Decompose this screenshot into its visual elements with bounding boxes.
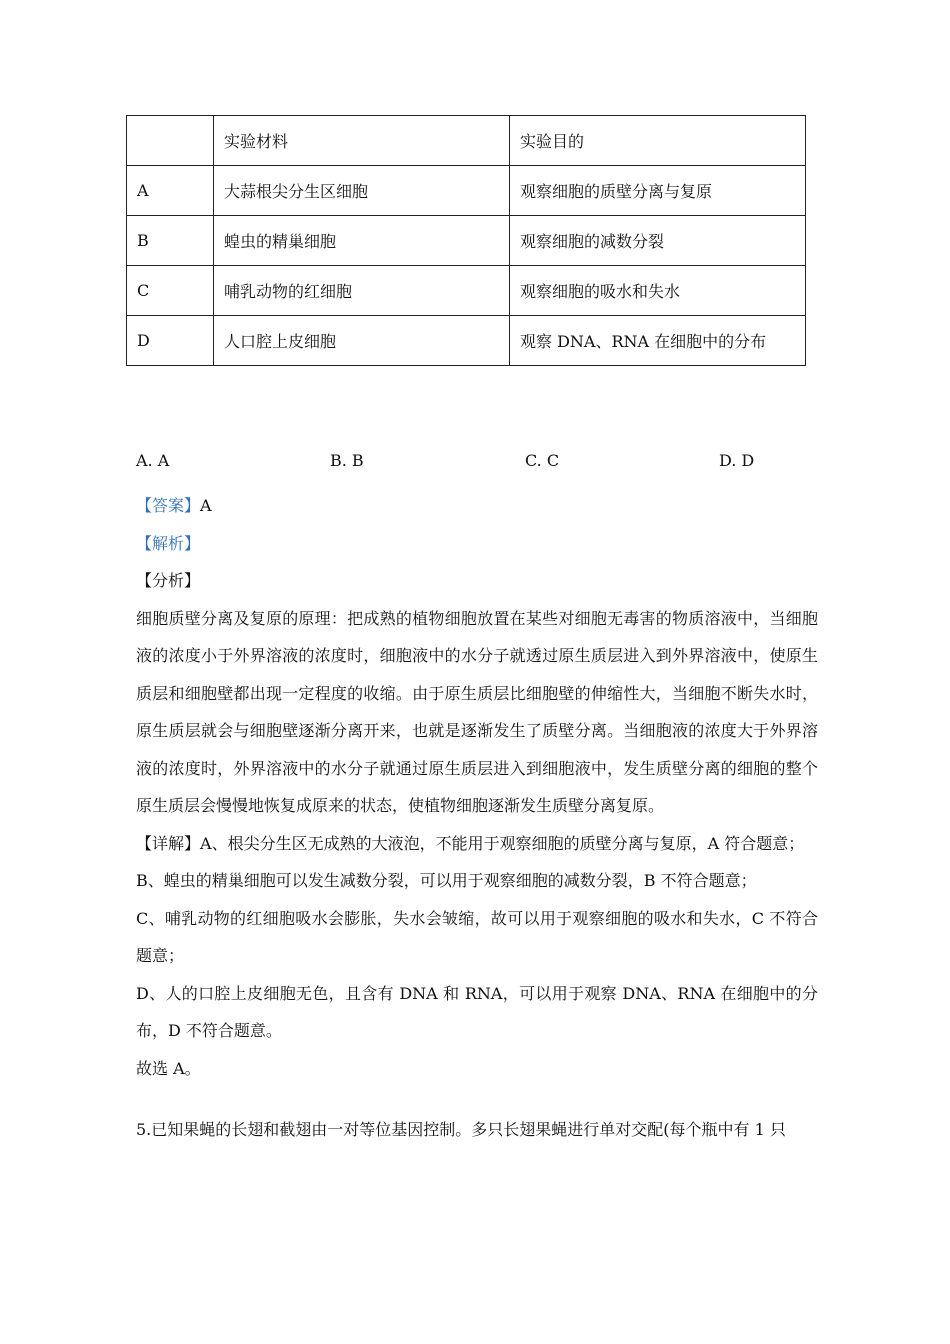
analysis-label: 【分析】	[136, 571, 201, 590]
table-row	[127, 266, 806, 316]
option-a: A. A	[136, 451, 170, 470]
table-cell: 观察细胞的减数分裂	[510, 216, 806, 266]
option-b: B. B	[330, 451, 364, 470]
conclusion: 故选 A。	[136, 1058, 201, 1078]
table-row	[127, 216, 806, 266]
table-cell: 观察细胞的吸水和失水	[510, 266, 806, 316]
spacer	[136, 1087, 818, 1111]
detail-label: 【详解】	[136, 833, 201, 853]
table-cell: C	[127, 266, 214, 316]
detail-a: 【详解】A、根尖分生区无成熟的大液泡，不能用于观察细胞的质壁分离与复原，A 符合题意；	[136, 833, 805, 853]
answer-options	[0, 451, 950, 475]
table-header-cell: 实验目的	[510, 116, 806, 166]
table-cell: 哺乳动物的红细胞	[214, 266, 510, 316]
answer-value: A	[200, 496, 212, 515]
detail-b: B、蝗虫的精巢细胞可以发生减数分裂，可以用于观察细胞的减数分裂，B 不符合题意；	[136, 871, 757, 890]
explanation-label: 【解析】	[136, 533, 201, 553]
table-cell: 观察细胞的质壁分离与复原	[510, 166, 806, 216]
table-cell: D	[127, 316, 214, 366]
table-cell: 蝗虫的精巢细胞	[214, 216, 510, 266]
table-header-row	[127, 116, 806, 166]
table-cell: 大蒜根尖分生区细胞	[214, 166, 510, 216]
option-d: D. D	[719, 451, 755, 470]
next-question: 5.已知果蝇的长翅和截翅由一对等位基因控制。多只长翅果蝇进行单对交配(每个瓶中有 1 只	[136, 1120, 786, 1139]
table-cell: A	[127, 166, 214, 216]
table-header-cell	[127, 116, 214, 166]
table-row	[127, 316, 806, 366]
option-c: C. C	[525, 451, 560, 470]
answer-line	[136, 487, 818, 525]
solution-body	[136, 487, 818, 1149]
table-cell: B	[127, 216, 214, 266]
experiment-table	[126, 115, 806, 366]
table-cell: 人口腔上皮细胞	[214, 316, 510, 366]
table-header-cell: 实验材料	[214, 116, 510, 166]
table-cell: 观察 DNA、RNA 在细胞中的分布	[510, 316, 806, 366]
detail-d: D、人的口腔上皮细胞无色，且含有 DNA 和 RNA，可以用于观察 DNA、RNA 在细胞中的分布，D 不符合题意。	[136, 983, 818, 1040]
detail-c: C、哺乳动物的红细胞吸水会膨胀，失水会皱缩，故可以用于观察细胞的吸水和失水，C 不符合题意；	[136, 908, 818, 965]
table-row	[127, 166, 806, 216]
answer-label: 【答案】	[136, 496, 201, 515]
analysis-text: 细胞质壁分离及复原的原理：把成熟的植物细胞放置在某些对细胞无毒害的物质溶液中，当细胞液的浓度小于外界溶液的浓度时，细胞液中的水分子就透过原生质层进入到外界溶液中，使原生质层和细胞壁都出现一定程度的收缩。由于原生质层比细胞壁的伸缩性大，当细胞不断失水时，原生质层就会与细胞壁逐渐分离开来，也就是逐渐发生了质壁分离。当细胞液的浓度大于外界溶液的浓度时，外界溶液中的水分子就通过原生质层进入到细胞液中，发生质壁分离的细胞的整个原生质层会慢慢地恢复成原来的状态，使植物细胞逐渐发生质壁分离复原。	[136, 608, 818, 815]
